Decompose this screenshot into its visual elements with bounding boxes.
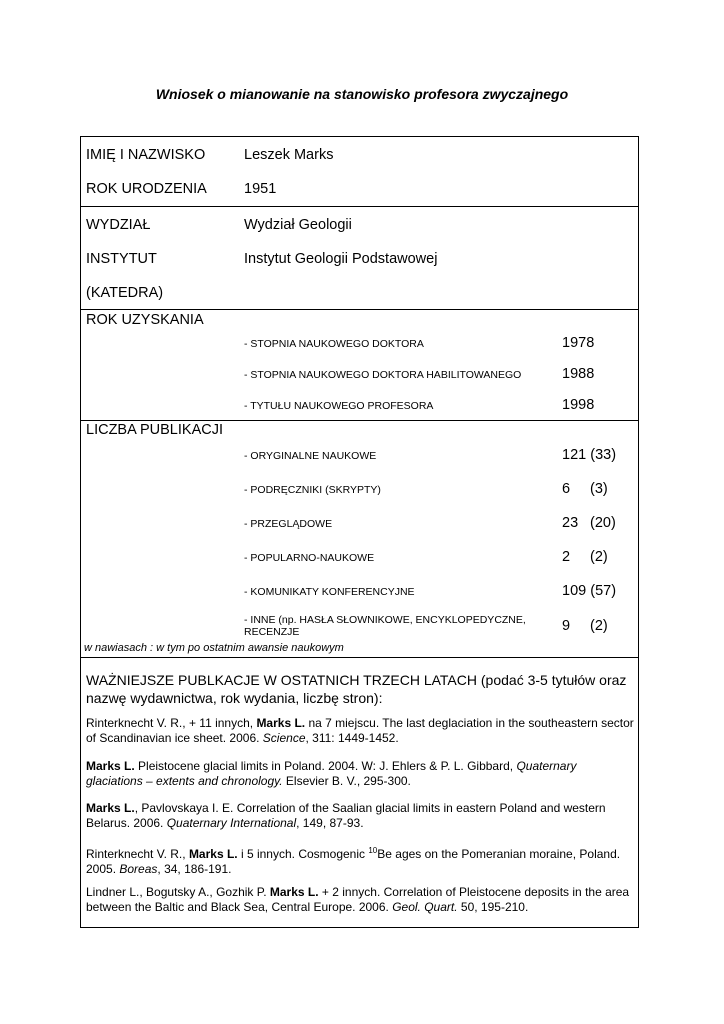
ref-journal: Quaternary International [166,816,297,830]
degree-professor-year: 1998 [562,397,595,413]
birth-year-label: ROK URODZENIA [86,181,207,197]
ref-text: Rinterknecht V. R., + 11 innych, [86,716,257,730]
pub-popular-count [562,549,608,565]
ref-author: Marks L. [188,847,238,861]
pub-recent: (2) [590,618,608,634]
degrees-label: ROK UZYSKANIA [86,312,204,328]
pub-total: 6 [562,481,571,497]
ref-text: Lindner L., Bogutsky A., Gozhik P. [86,885,270,899]
pub-conference-count [562,583,616,599]
ref-text: , 149, 87-93. [296,816,364,830]
degree-habilitation-year: 1988 [562,366,595,382]
pub-total: 2 [562,549,571,565]
page-title: Wniosek o mianowanie na stanowisko profesora zwyczajnego [155,86,569,102]
name-value: Leszek Marks [244,147,334,163]
divider [81,657,638,658]
reference-item [86,759,634,789]
pub-total: 109 [562,583,587,599]
pub-other-count [562,618,608,634]
pub-textbooks-count [562,481,608,497]
department-label: (KATEDRA) [86,285,164,301]
faculty-value: Wydział Geologii [244,217,352,233]
pub-recent: (20) [590,515,616,531]
faculty-label: WYDZIAŁ [86,217,151,233]
pub-popular-label: - POPULARNO-NAUKOWE [244,552,375,564]
pub-textbooks-label: - PODRĘCZNIKI (SKRYPTY) [244,484,381,496]
pub-total: 121 [562,447,587,463]
reference-item [86,843,634,877]
divider [81,420,638,421]
ref-journal: Boreas [119,862,158,876]
publications-label: LICZBA PUBLIKACJI [86,422,223,438]
birth-year-value: 1951 [244,181,277,197]
institute-label: INSTYTUT [86,251,157,267]
pub-conference-label: - KOMUNIKATY KONFERENCYJNE [244,586,415,598]
application-form [80,136,639,928]
ref-author: Marks L. [269,885,319,899]
reference-item [86,885,634,915]
pub-review-label: - PRZEGLĄDOWE [244,518,333,530]
ref-text: + 2 innych. Correlation of Pleistocene deposits in the area between the Baltic and Black Sea, Central Europe. 2006. [86,885,630,914]
ref-text: na 7 miejscu. The last deglaciation in the southeastern sector of Scandinavian ice sheet. 2006. [86,716,634,745]
ref-text: , 311: 1449-1452. [305,731,399,745]
ref-text: Elsevier B. V., 295-300. [282,774,411,788]
institute-value: Instytut Geologii Podstawowej [244,251,438,267]
pub-total: 9 [562,618,571,634]
ref-journal: Geol. Quart. [392,900,458,914]
pub-other-label-line2: RECENZJE [244,626,300,638]
publications-note: w nawiasach : w tym po ostatnim awansie naukowym [84,642,344,654]
pub-recent: (3) [590,481,608,497]
ref-author: Marks L. [256,716,306,730]
pub-recent: (2) [590,549,608,565]
ref-journal: Science [262,731,306,745]
pub-other-label-line1: - INNE (np. HASŁA SŁOWNIKOWE, ENCYKLOPEDYCZNE, [244,614,526,626]
name-label: IMIĘ I NAZWISKO [86,147,206,163]
pub-recent: (33) [590,447,617,463]
ref-text: Rinterknecht V. R., [86,847,189,861]
ref-text: , Pavlovskaya I. E. Correlation of the Saalian glacial limits in eastern Poland and western Belarus. 2006. [86,801,606,830]
ref-text: 50, 195-210. [457,900,529,914]
degree-habilitation-label: - STOPNIA NAUKOWEGO DOKTORA HABILITOWANEGO [244,369,522,381]
reference-item [86,801,634,831]
degree-professor-label: - TYTUŁU NAUKOWEGO PROFESORA [244,400,434,412]
pub-recent: (57) [590,583,617,599]
ref-text: Pleistocene glacial limits in Poland. 2004. W: J. Ehlers & P. L. Gibbard, [134,759,517,773]
ref-book: Quaternary glaciations – extents and chronology. [86,759,577,788]
reference-item [86,716,634,746]
important-publications-heading: WAŻNIEJSZE PUBLKACJE W OSTATNICH TRZECH LATACH (podać 3-5 tytułów oraz nazwę wydawnictwa, rok wydania, liczbę stron): [86,672,627,706]
ref-text: , 34, 186-191. [157,862,232,876]
ref-text: Be ages on the Pomeranian moraine, Poland. 2005. [86,847,621,876]
divider [81,206,638,207]
ref-author: Marks L. [86,759,135,773]
divider [81,309,638,310]
degree-doctor-year: 1978 [562,335,595,351]
pub-review-count [562,515,616,531]
ref-author: Marks L. [86,801,135,815]
pub-original-count [562,447,616,463]
ref-superscript: 10 [368,846,378,855]
ref-text: i 5 innych. Cosmogenic [237,847,369,861]
degree-doctor-label: - STOPNIA NAUKOWEGO DOKTORA [244,338,424,350]
pub-original-label: - ORYGINALNE NAUKOWE [244,450,377,462]
pub-total: 23 [562,515,579,531]
